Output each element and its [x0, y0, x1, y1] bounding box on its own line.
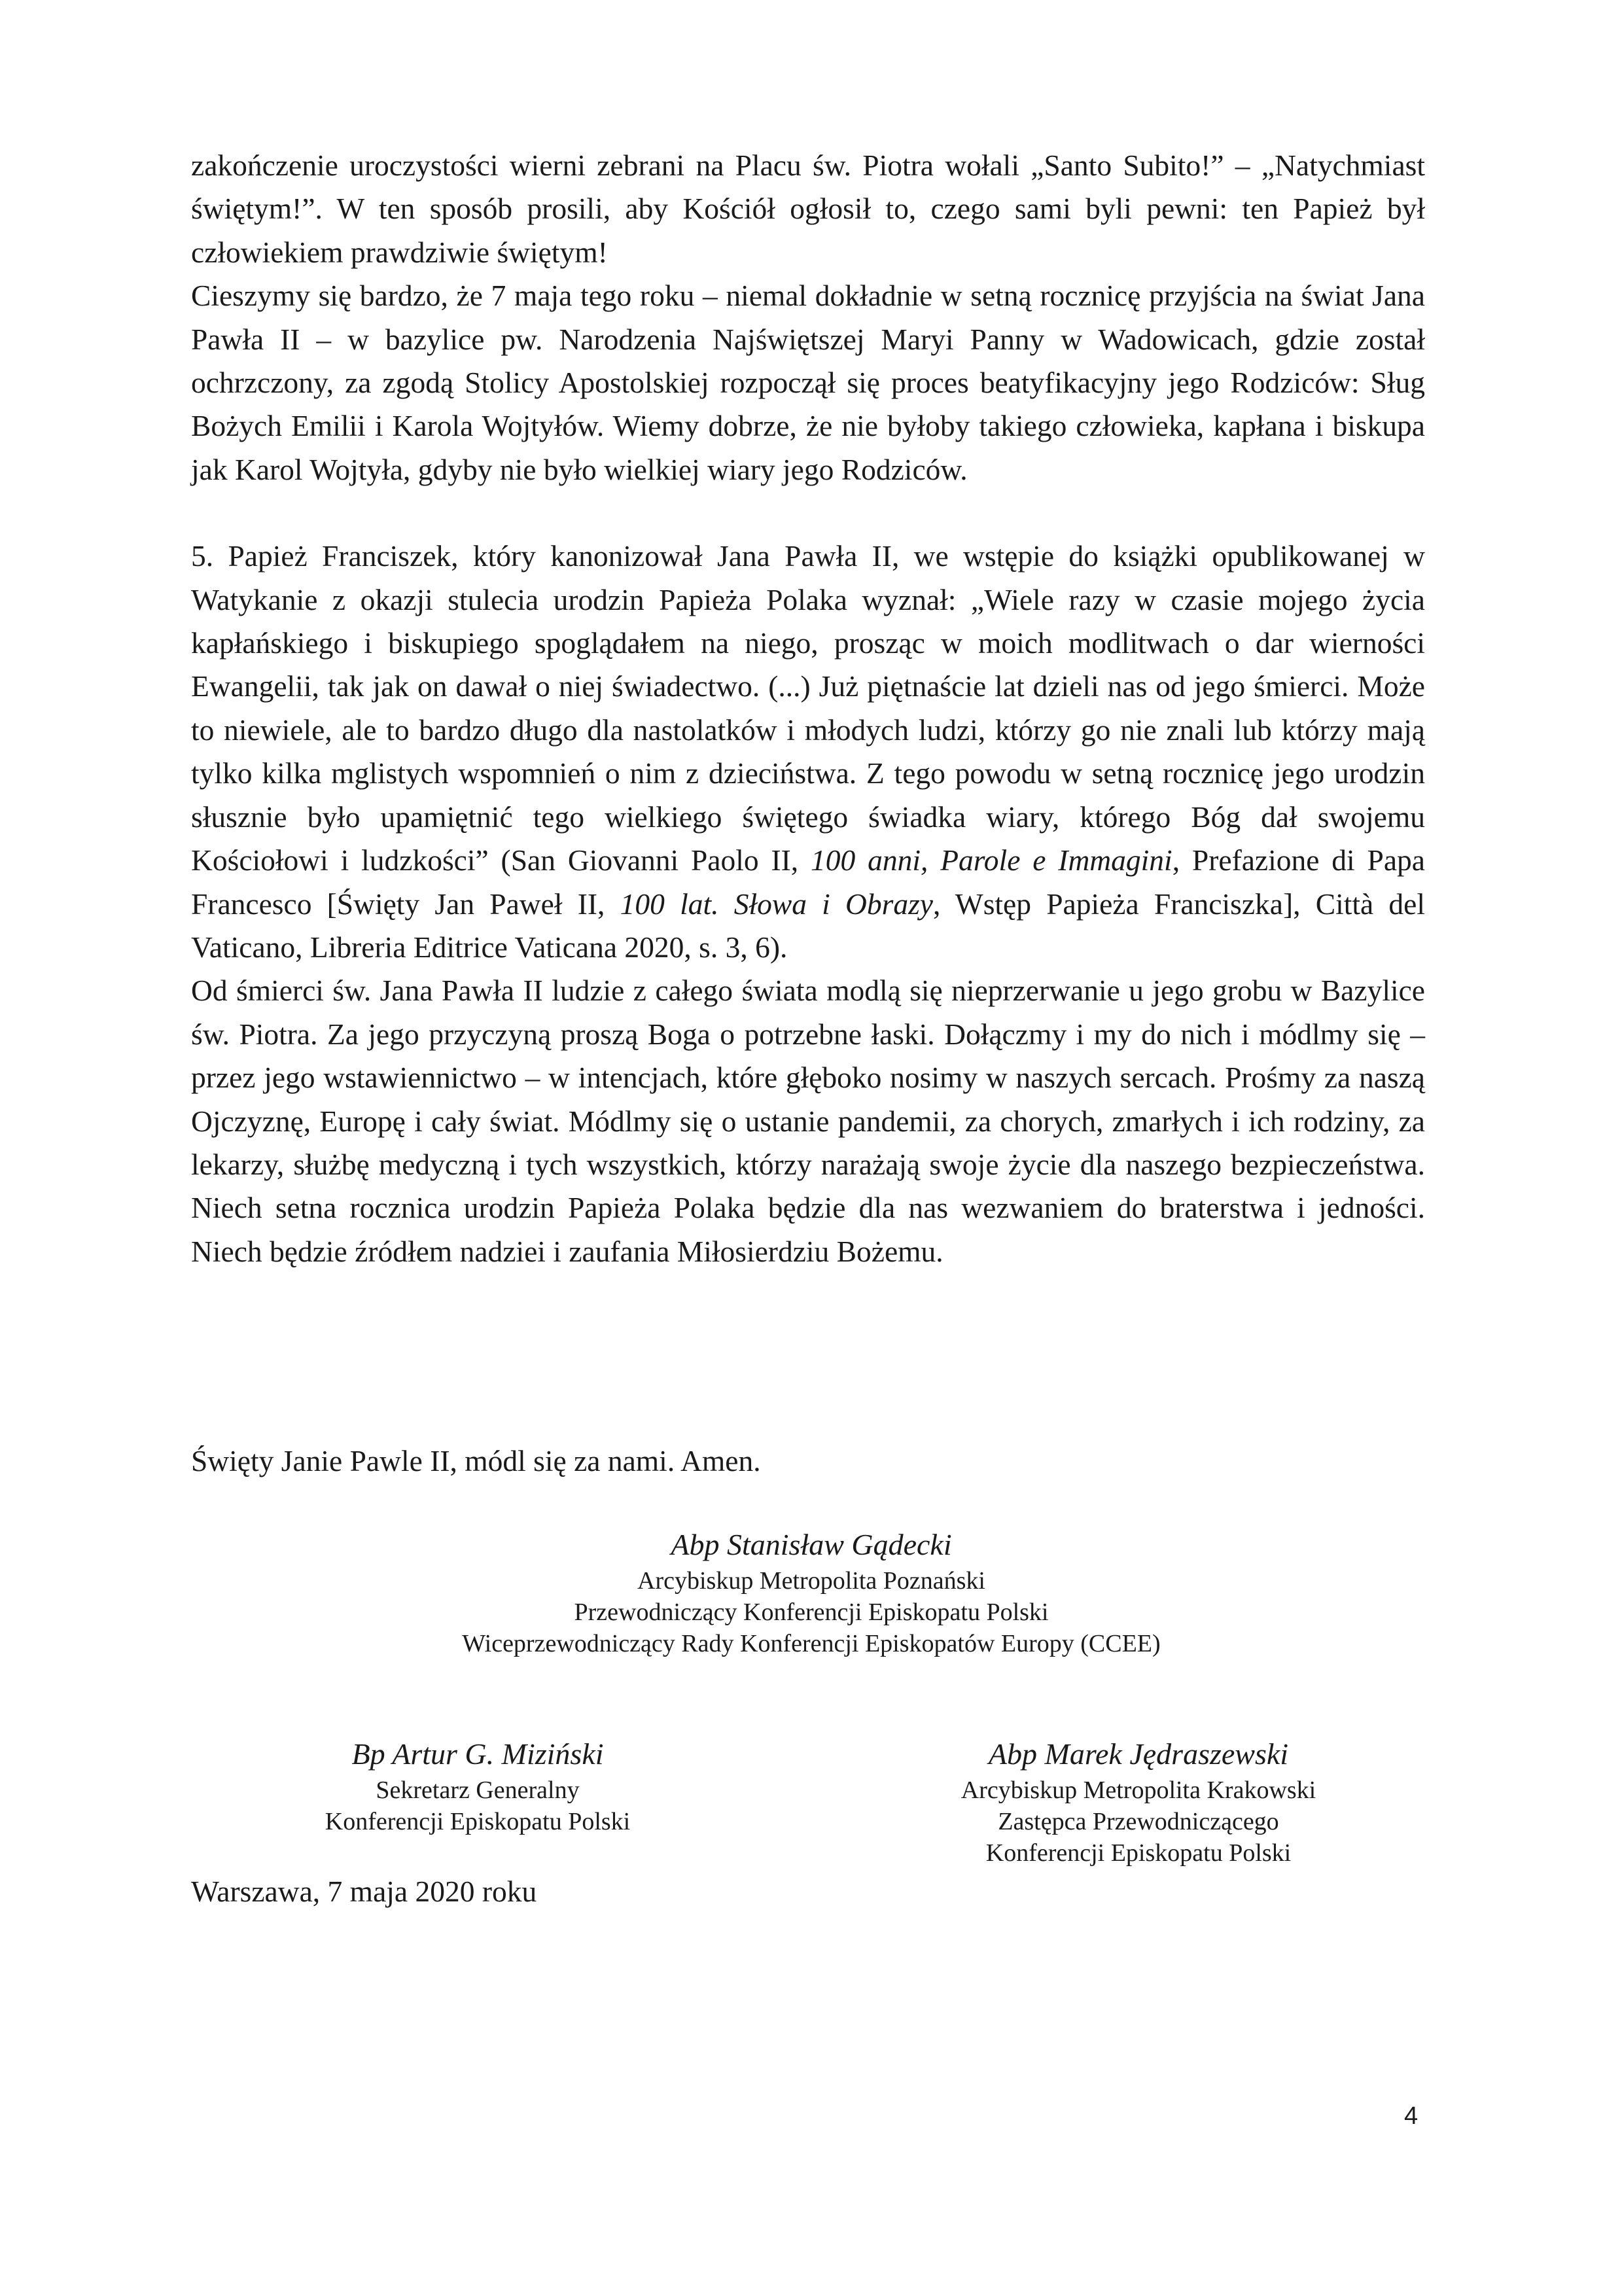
signature-left-name: Bp Artur G. Miziński [351, 1737, 604, 1771]
signature-right [877, 1734, 1400, 1869]
closing-prayer: Święty Janie Pawle II, módl się za nami. Amen. [191, 1444, 761, 1477]
signature-left-title-2: Konferencji Episkopatu Polski [325, 1808, 631, 1835]
page-number: 4 [1404, 2102, 1419, 2130]
paragraph-3-text-1: 5. Papież Franciszek, który kanonizował Jana Pawła II, we wstępie do książki opublikowanej w Watykanie z okazji stulecia urodzin Papieża Polaka wyznał: „Wiele razy w czasie mojego życia kapłańskiego i biskupiego spoglądałem na niego, prosząc w moich modlitwach o dar wierności Ewangelii, tak jak on dawał o niej świadectwo. (...) Już piętnaście lat dzieli nas od jego śmierci. Może to niewiele, ale to bardzo długo dla nastolatków i młodych ludzi, którzy go nie znali lub którzy mają tylko kilka mglistych wspomnień o nim z dzieciństwa. Z tego powodu w setną rocznicę jego urodzin słusznie było upamiętnić tego wielkiego świętego świadka wiary, którego Bóg dał swojemu Kościołowi i ludzkości” (San Giovanni Paolo II, [191, 539, 1425, 877]
signature-main-name: Abp Stanisław Gądecki [671, 1528, 952, 1561]
signature-right-title-3: Konferencji Episkopatu Polski [985, 1839, 1292, 1867]
paragraph-3 [191, 535, 1425, 969]
paragraph-3-italic-title-1: 100 anni, Parole e Immagini [811, 843, 1172, 877]
place-and-date: Warszawa, 7 maja 2020 roku [191, 1875, 537, 1908]
paragraph-2: Cieszymy się bardzo, że 7 maja tego roku – niemal dokładnie w setną rocznicę przyjścia na świat Jana Pawła II – w bazylice pw. Narodzenia Najświętszej Maryi Panny w Wadowicach, gdzie został ochrzczony, za zgodą Stolicy Apostolskiej rozpoczął się proces beatyfikacyjny jego Rodziców: Sług Bożych Emilii i Karola Wojtyłów. Wiemy dobrze, że nie byłoby takiego człowieka, kapłana i biskupa jak Karol Wojtyła, gdyby nie było wielkiej wiary jego Rodziców. [191, 279, 1425, 486]
signature-main-title-2: Przewodniczący Konferencji Episkopatu Polski [574, 1598, 1049, 1626]
signature-main [353, 1525, 1269, 1659]
paragraph-3-text-2: , Prefazione di Papa Francesco [Święty Jan Paweł II, [191, 843, 1425, 921]
paragraph-1: zakończenie uroczystości wierni zebrani na Placu św. Piotra wołali „Santo Subito!” – „Natychmiast świętym!”. W ten sposób prosili, aby Kościół ogłosił to, czego sami byli pewni: ten Papież był człowiekiem prawdziwie świętym! [191, 149, 1425, 269]
letter-body [191, 144, 1425, 1273]
paragraph-4: Od śmierci św. Jana Pawła II ludzie z całego świata modlą się nieprzerwanie u jego grobu w Bazylice św. Piotra. Za jego przyczyną proszą Boga o potrzebne łaski. Dołączmy i my do nich i módlmy się – przez jego wstawiennictwo – w intencjach, które głęboko nosimy w naszych sercach. Prośmy za naszą Ojczyznę, Europę i cały świat. Módlmy się o ustanie pandemii, za chorych, zmarłych i ich rodziny, za lekarzy, służbę medyczną i tych wszystkich, którzy narażają swoje życie dla naszego bezpieczeństwa. Niech setna rocznica urodzin Papieża Polaka będzie dla nas wezwaniem do braterstwa i jedności. Niech będzie źródłem nadziei i zaufania Miłosierdziu Bożemu. [191, 974, 1425, 1268]
paragraph-3-text-3: , Wstęp Papieża Franciszka], Città del Vaticano, Libreria Editrice Vaticana 2020, s. 3, 6). [191, 887, 1426, 964]
signature-left [216, 1734, 739, 1837]
signature-right-title-2: Zastępca Przewodniczącego [998, 1808, 1279, 1835]
paragraph-3-italic-title-2: 100 lat. Słowa i Obrazy [620, 887, 933, 921]
signature-left-title-1: Sekretarz Generalny [376, 1776, 580, 1804]
signature-main-title-1: Arcybiskup Metropolita Poznański [637, 1567, 985, 1595]
signature-main-title-3: Wiceprzewodniczący Rady Konferencji Episkopatów Europy (CCEE) [462, 1630, 1161, 1657]
signature-right-name: Abp Marek Jędraszewski [988, 1737, 1289, 1771]
signature-right-title-1: Arcybiskup Metropolita Krakowski [961, 1776, 1316, 1804]
